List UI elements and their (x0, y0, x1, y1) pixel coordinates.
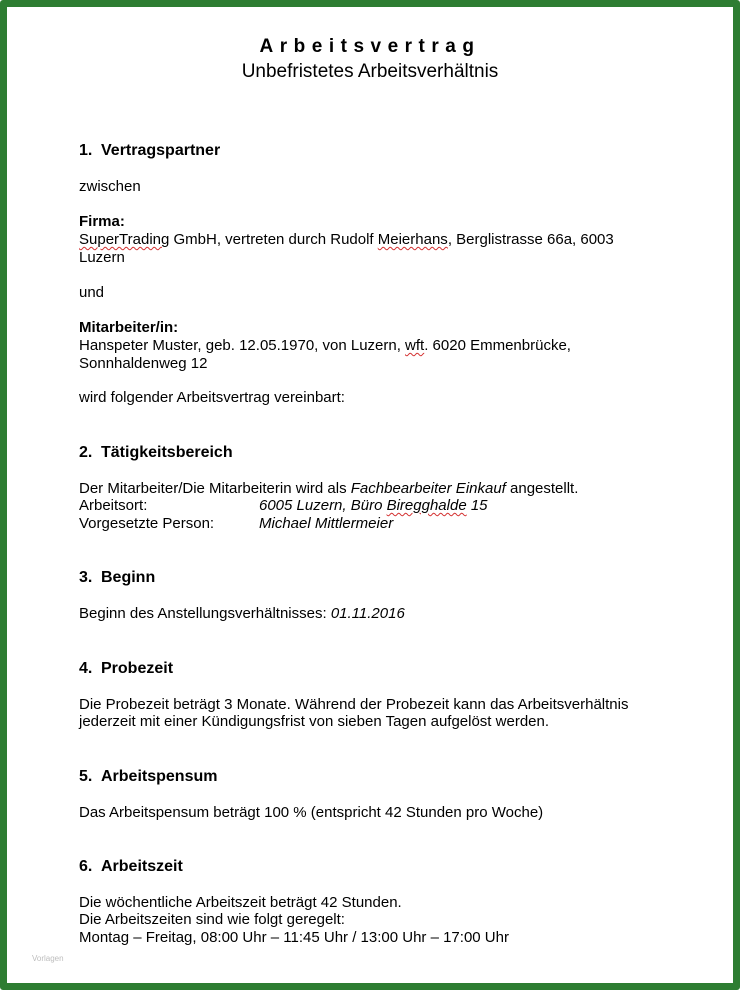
probezeit-line-1: Die Probezeit beträgt 3 Monate. Während der Probezeit kann das Arbeitsverhältnis (79, 696, 629, 713)
section-number: 4. (79, 660, 93, 677)
vereinbart-text: wird folgender Arbeitsvertrag vereinbart: (79, 389, 345, 406)
document-title: Arbeitsvertrag (259, 36, 481, 57)
vorgesetzte-value: Michael Mittlermeier (259, 515, 394, 532)
beginn-line (79, 605, 659, 623)
vorgesetzte-label: Vorgesetzte Person: (79, 515, 215, 532)
arbeitsort-label: Arbeitsort: (79, 497, 148, 514)
firma-line-1 (79, 231, 659, 249)
section-title: Arbeitspensum (101, 768, 218, 785)
section-number: 3. (79, 569, 93, 586)
watermark-text: Vorlagen (32, 954, 64, 963)
firma-label: Firma: (79, 213, 125, 230)
text-span: . 6020 Emmenbrücke, (424, 337, 571, 354)
job-title: Fachbearbeiter Einkauf (350, 480, 506, 497)
section-5-heading (79, 768, 659, 786)
arbeitsort-row (79, 497, 659, 515)
firma-line-2: Luzern (79, 249, 125, 266)
document-subtitle: Unbefristetes Arbeitsverhältnis (241, 61, 499, 82)
probezeit-line-2: jederzeit mit einer Kündigungsfrist von sieben Tagen aufgelöst werden. (79, 713, 550, 730)
vorgesetzte-row (79, 515, 659, 533)
text-span: 15 (466, 497, 488, 514)
arbeitsort-value (259, 497, 488, 515)
text-span: Hanspeter Muster, geb. 12.05.1970, von Luzern, (79, 337, 406, 354)
section-title: Vertragspartner (101, 142, 221, 159)
text-span: Der Mitarbeiter/Die Mitarbeiterin wird als (79, 480, 351, 497)
section-6-heading (79, 858, 659, 876)
spellcheck-word: Biregghalde (386, 497, 467, 514)
text-span: 6005 Luzern, Büro (259, 497, 387, 514)
start-date: 01.11.2016 (330, 605, 405, 622)
arbeitspensum-line: Das Arbeitspensum beträgt 100 % (entspricht 42 Stunden pro Woche) (79, 804, 544, 821)
text-span: Beginn des Anstellungsverhältnisses: (79, 605, 331, 622)
section-title: Probezeit (101, 660, 174, 677)
section-1-heading (79, 142, 659, 160)
section-number: 1. (79, 142, 93, 159)
mitarbeiter-line-1 (79, 337, 659, 355)
spellcheck-word: SuperTrading (79, 231, 170, 248)
section-4-heading (79, 660, 659, 678)
section-title: Beginn (101, 569, 156, 586)
mitarbeiter-line-2: Sonnhaldenweg 12 (79, 355, 208, 372)
section-2-heading (79, 444, 659, 462)
arbeitszeit-line-3: Montag – Freitag, 08:00 Uhr – 11:45 Uhr / 13:00 Uhr – 17:00 Uhr (79, 929, 509, 946)
section-3-heading (79, 569, 659, 587)
taetigkeit-line (79, 480, 659, 498)
section-title: Arbeitszeit (101, 858, 183, 875)
section-title: Tätigkeitsbereich (101, 444, 233, 461)
spellcheck-word: wft (405, 337, 425, 354)
section-number: 2. (79, 444, 93, 461)
section-number: 6. (79, 858, 93, 875)
arbeitszeit-line-1: Die wöchentliche Arbeitszeit beträgt 42 Stunden. (79, 894, 402, 911)
spellcheck-word: Meierhans (377, 231, 448, 248)
mitarbeiter-label: Mitarbeiter/in: (79, 319, 179, 336)
text-span: angestellt. (505, 480, 579, 497)
zwischen-text: zwischen (79, 178, 141, 195)
und-text: und (79, 284, 105, 301)
section-number: 5. (79, 768, 93, 785)
text-span: GmbH, vertreten durch Rudolf (169, 231, 378, 248)
arbeitszeit-line-2: Die Arbeitszeiten sind wie folgt geregelt: (79, 911, 345, 928)
text-span: , Berglistrasse 66a, 6003 (447, 231, 614, 248)
